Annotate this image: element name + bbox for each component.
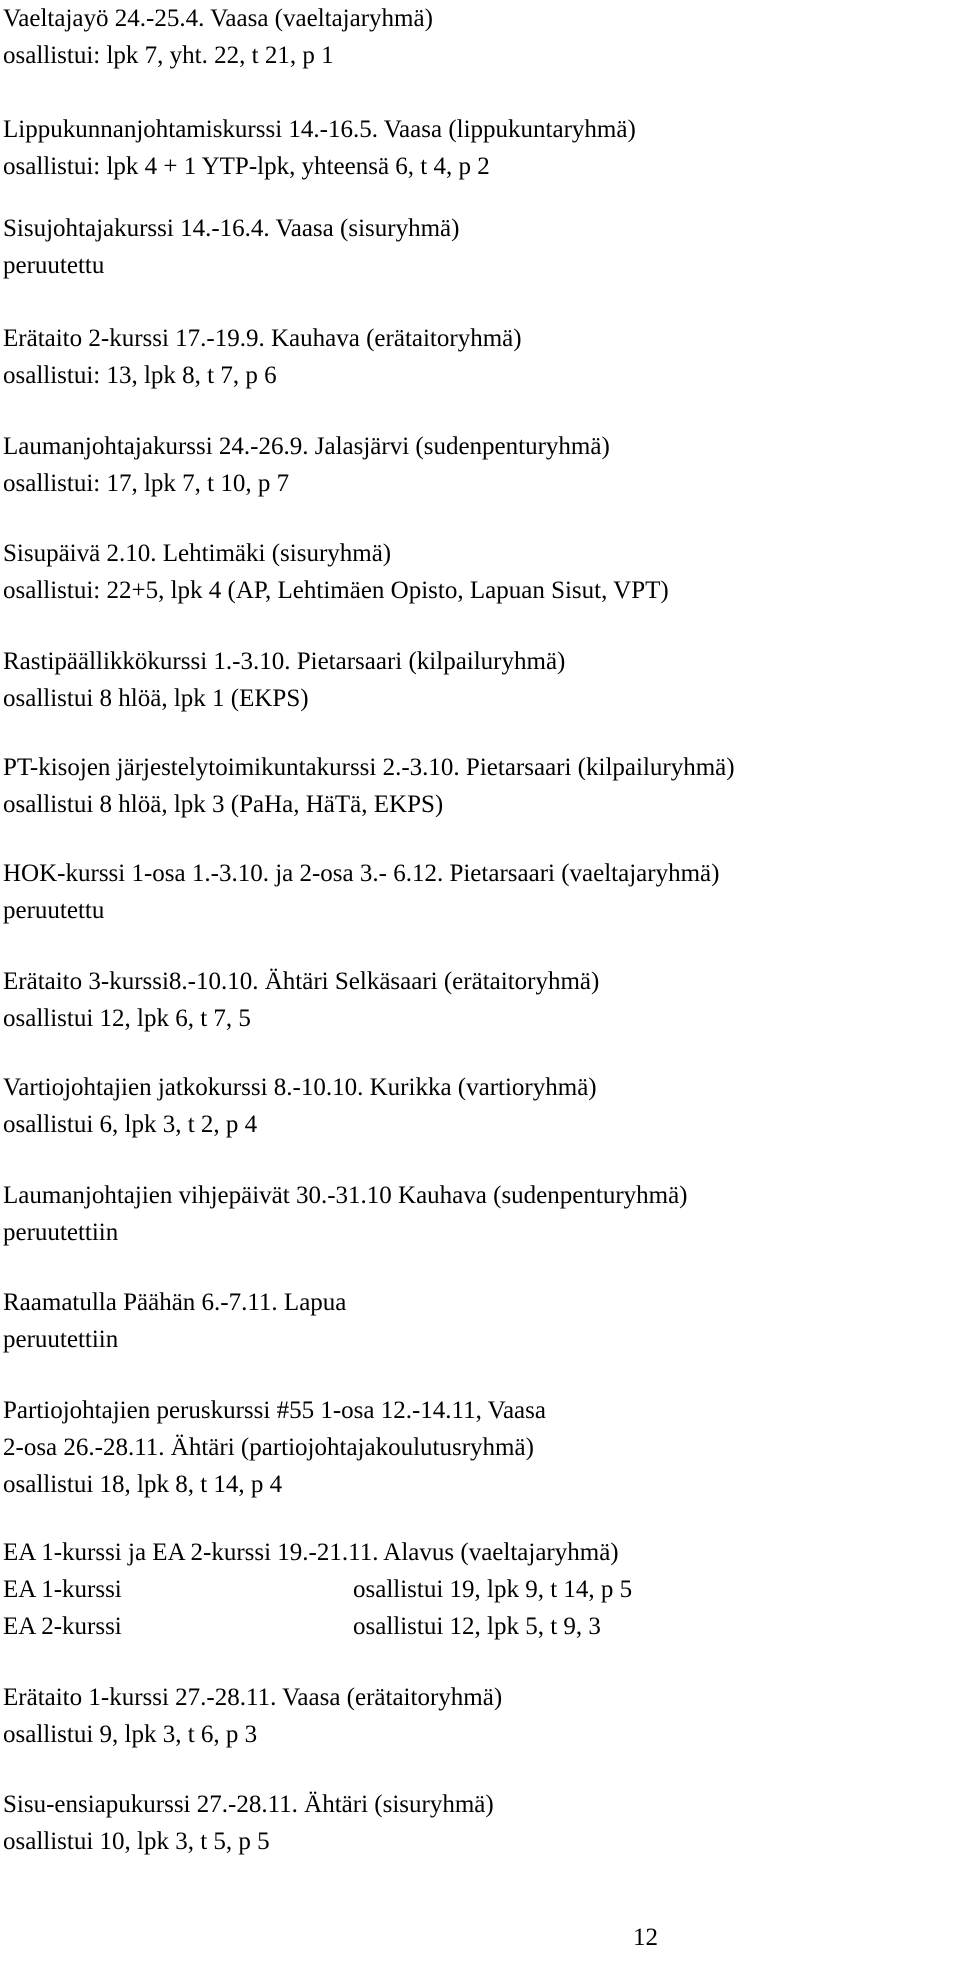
course-participation: osallistui 12, lpk 6, t 7, 5 bbox=[3, 1005, 251, 1032]
course-entry bbox=[3, 111, 953, 185]
course-title: Erätaito 3-kurssi8.-10.10. Ähtäri Selkäsaari (erätaitoryhmä) bbox=[3, 968, 600, 995]
course-title: Raamatulla Päähän 6.-7.11. Lapua bbox=[3, 1289, 347, 1316]
course-status: peruutettu bbox=[3, 897, 105, 924]
course-entry bbox=[3, 0, 953, 74]
course-entry bbox=[3, 963, 953, 1037]
course-status: peruutettiin bbox=[3, 1219, 119, 1246]
course-entry bbox=[3, 1069, 953, 1143]
course-entry bbox=[3, 1786, 953, 1860]
page-number: 12 bbox=[633, 1924, 658, 1951]
course-entry bbox=[3, 428, 953, 502]
course-name: EA 1-kurssi bbox=[3, 1576, 122, 1603]
course-participation: osallistui 8 hlöä, lpk 1 (EKPS) bbox=[3, 685, 309, 712]
course-participation: osallistui: 17, lpk 7, t 10, p 7 bbox=[3, 470, 290, 497]
course-title: Vartiojohtajien jatkokurssi 8.-10.10. Kurikka (vartioryhmä) bbox=[3, 1074, 597, 1101]
course-entry bbox=[3, 535, 953, 609]
course-participation: osallistui 12, lpk 5, t 9, 3 bbox=[353, 1613, 601, 1640]
course-participation: osallistui 18, lpk 8, t 14, p 4 bbox=[3, 1471, 283, 1498]
course-status: peruutettiin bbox=[3, 1326, 119, 1353]
course-participation: osallistui 19, lpk 9, t 14, p 5 bbox=[353, 1576, 633, 1603]
course-entry bbox=[3, 855, 953, 929]
course-title: Partiojohtajien peruskurssi #55 1-osa 12.-14.11, Vaasa bbox=[3, 1397, 546, 1424]
course-entry bbox=[3, 1679, 953, 1753]
course-name: EA 2-kurssi bbox=[3, 1613, 122, 1640]
course-title: Sisu-ensiapukurssi 27.-28.11. Ähtäri (sisuryhmä) bbox=[3, 1791, 494, 1818]
course-participation: osallistui 10, lpk 3, t 5, p 5 bbox=[3, 1828, 270, 1855]
course-entry bbox=[3, 749, 953, 823]
course-title: EA 1-kurssi ja EA 2-kurssi 19.-21.11. Alavus (vaeltajaryhmä) bbox=[3, 1539, 619, 1566]
course-title: Erätaito 2-kurssi 17.-19.9. Kauhava (erätaitoryhmä) bbox=[3, 325, 522, 352]
course-title: Vaeltajayö 24.-25.4. Vaasa (vaeltajaryhmä) bbox=[3, 5, 433, 32]
course-title: HOK-kurssi 1-osa 1.-3.10. ja 2-osa 3.- 6.12. Pietarsaari (vaeltajaryhmä) bbox=[3, 860, 720, 887]
course-participation: osallistui: lpk 4 + 1 YTP-lpk, yhteensä 6, t 4, p 2 bbox=[3, 153, 490, 180]
course-entry bbox=[3, 1392, 953, 1503]
course-title: Laumanjohtajien vihjepäivät 30.-31.10 Kauhava (sudenpenturyhmä) bbox=[3, 1182, 688, 1209]
course-entry bbox=[3, 1284, 953, 1358]
course-participation: osallistui 9, lpk 3, t 6, p 3 bbox=[3, 1721, 258, 1748]
course-title: Erätaito 1-kurssi 27.-28.11. Vaasa (erätaitoryhmä) bbox=[3, 1684, 503, 1711]
course-entry bbox=[3, 320, 953, 394]
course-participation: osallistui 6, lpk 3, t 2, p 4 bbox=[3, 1111, 258, 1138]
course-participation: osallistui: 22+5, lpk 4 (AP, Lehtimäen Opisto, Lapuan Sisut, VPT) bbox=[3, 577, 669, 604]
course-participation: osallistui: 13, lpk 8, t 7, p 6 bbox=[3, 362, 277, 389]
course-participation: osallistui 8 hlöä, lpk 3 (PaHa, HäTä, EKPS) bbox=[3, 791, 444, 818]
course-title: Sisujohtajakurssi 14.-16.4. Vaasa (sisuryhmä) bbox=[3, 215, 460, 242]
course-title: Lippukunnanjohtamiskurssi 14.-16.5. Vaasa (lippukuntaryhmä) bbox=[3, 116, 636, 143]
course-entry bbox=[3, 210, 953, 284]
course-entry bbox=[3, 643, 953, 717]
course-participation: osallistui: lpk 7, yht. 22, t 21, p 1 bbox=[3, 42, 334, 69]
course-row bbox=[3, 1571, 953, 1608]
course-title: PT-kisojen järjestelytoimikuntakurssi 2.-3.10. Pietarsaari (kilpailuryhmä) bbox=[3, 754, 735, 781]
course-status: peruutettu bbox=[3, 252, 105, 279]
course-row bbox=[3, 1608, 953, 1645]
course-title: Laumanjohtajakurssi 24.-26.9. Jalasjärvi (sudenpenturyhmä) bbox=[3, 433, 610, 460]
course-title: Rastipäällikkökurssi 1.-3.10. Pietarsaari (kilpailuryhmä) bbox=[3, 648, 566, 675]
course-title: Sisupäivä 2.10. Lehtimäki (sisuryhmä) bbox=[3, 540, 392, 567]
course-entry bbox=[3, 1177, 953, 1251]
course-title-continued: 2-osa 26.-28.11. Ähtäri (partiojohtajakoulutusryhmä) bbox=[3, 1434, 534, 1461]
course-entry bbox=[3, 1534, 953, 1645]
